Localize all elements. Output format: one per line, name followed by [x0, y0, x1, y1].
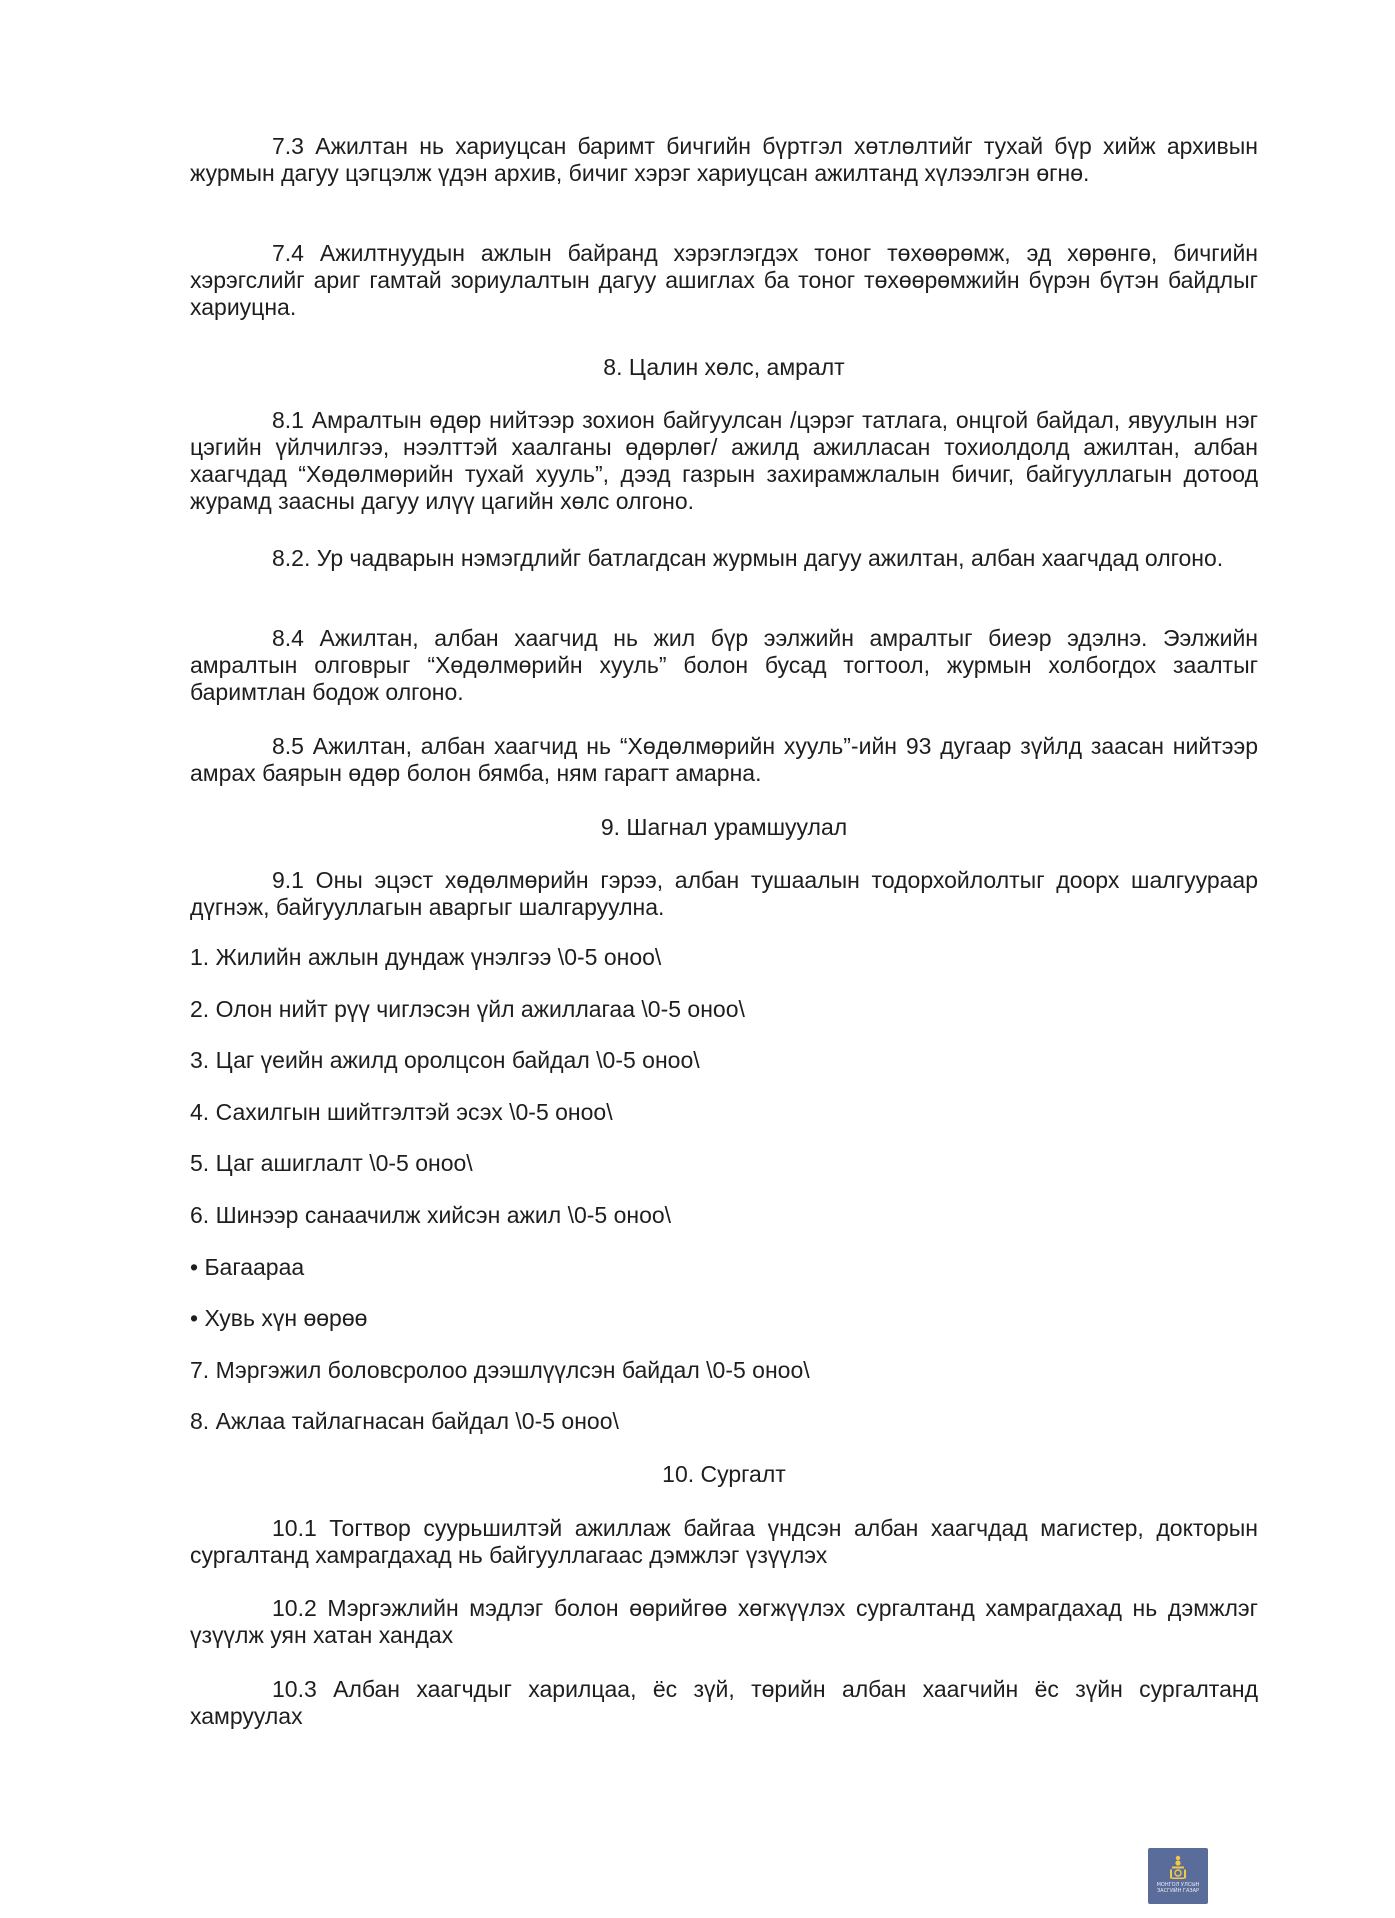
- criteria-item: 4. Сахилгын шийтгэлтэй эсэх \0-5 оноо\: [190, 1099, 613, 1125]
- paragraph-8-5: 8.5 Ажилтан, албан хаагчид нь “Хөдөлмөрийн хууль”-ийн 93 дугаар зүйлд заасан нийтээр амрах баярын өдөр болон бямба, ням гарагт амарна.: [190, 733, 1258, 786]
- paragraph-9-1: 9.1 Оны эцэст хөдөлмөрийн гэрээ, албан тушаалын тодорхойлолтыг доорх шалгуураар дүгнэж, байгууллагын аваргыг шалгаруулна.: [190, 867, 1258, 920]
- government-seal-logo: [1148, 1848, 1208, 1904]
- criteria-item: 8. Ажлаа тайлагнасан байдал \0-5 оноо\: [190, 1408, 619, 1434]
- section-heading-8: 8. Цалин хөлс, амралт: [603, 354, 845, 380]
- section-heading-10: 10. Сургалт: [662, 1461, 786, 1487]
- paragraph-10-2: 10.2 Мэргэжлийн мэдлэг болон өөрийгөө хөгжүүлэх сургалтанд хамрагдахад нь дэмжлэг үзүүлж уян хатан хандах: [190, 1595, 1258, 1648]
- criteria-item: 6. Шинээр санаачилж хийсэн ажил \0-5 оноо\: [190, 1202, 672, 1228]
- paragraph-8-4: 8.4 Ажилтан, албан хаагчид нь жил бүр ээлжийн амралтыг биеэр эдэлнэ. Ээлжийн амралтын олговрыг “Хөдөлмөрийн хууль” болон бусад тогтоол, журмын холбогдох заалтыг баримтлан бодож олгоно.: [190, 625, 1258, 705]
- section-heading-9: 9. Шагнал урамшуулал: [600, 814, 848, 840]
- criteria-subitem: • Багаараа: [190, 1254, 305, 1280]
- criteria-item: 3. Цаг үеийн ажилд оролцсон байдал \0-5 оноо\: [190, 1047, 700, 1073]
- criteria-item: 2. Олон нийт рүү чиглэсэн үйл ажиллагаа \0-5 оноо\: [190, 996, 745, 1022]
- criteria-subitem: • Хувь хүн өөрөө: [190, 1305, 368, 1331]
- paragraph-8-1: 8.1 Амралтын өдөр нийтээр зохион байгуулсан /цэрэг татлага, онцгой байдал, явуулын нэг цэгийн үйлчилгээ, нээлттэй хаалганы өдөрлөг/ ажилд ажилласан тохиолдолд ажилтан, албан хаагчдад “Хөдөлмөрийн тухай хууль”, дээд газрын захирамжлалын бичиг, байгууллагын дотоод журамд заасны дагуу илүү цагийн хөлс олгоно.: [190, 407, 1258, 514]
- logo-caption: МОНГОЛ УЛСЫН ЗАСГИЙН ГАЗАР: [1156, 1882, 1200, 1894]
- criteria-item: 5. Цаг ашиглалт \0-5 оноо\: [190, 1150, 473, 1176]
- soyombo-icon: [1167, 1854, 1189, 1880]
- criteria-item: 1. Жилийн ажлын дундаж үнэлгээ \0-5 оноо\: [190, 944, 662, 970]
- paragraph-8-2: 8.2. Ур чадварын нэмэгдлийг батлагдсан журмын дагуу ажилтан, албан хаагчдад олгоно.: [272, 545, 1224, 571]
- criteria-item: 7. Мэргэжил боловсролоо дээшлүүлсэн байдал \0-5 оноо\: [190, 1357, 810, 1383]
- paragraph-7-4: 7.4 Ажилтнуудын ажлын байранд хэрэглэгдэх тоног төхөөрөмж, эд хөрөнгө, бичгийн хэрэгслийг ариг гамтай зориулалтын дагуу ашиглах ба тоног төхөөрөмжийн бүрэн бүтэн байдлыг хариуцна.: [190, 240, 1258, 320]
- paragraph-10-1: 10.1 Тогтвор суурьшилтэй ажиллаж байгаа үндсэн албан хаагчдад магистер, докторын сургалтанд хамрагдахад нь байгууллагаас дэмжлэг үзүүлэх: [190, 1515, 1258, 1568]
- paragraph-7-3: 7.3 Ажилтан нь хариуцсан баримт бичгийн бүртгэл хөтлөлтийг тухай бүр хийж архивын журмын дагуу цэгцэлж үдэн архив, бичиг хэрэг хариуцсан ажилтанд хүлээлгэн өгнө.: [190, 133, 1258, 186]
- paragraph-10-3: 10.3 Албан хаагчдыг харилцаа, ёс зүй, төрийн албан хаагчийн ёс зүйн сургалтанд хамруулах: [190, 1676, 1258, 1729]
